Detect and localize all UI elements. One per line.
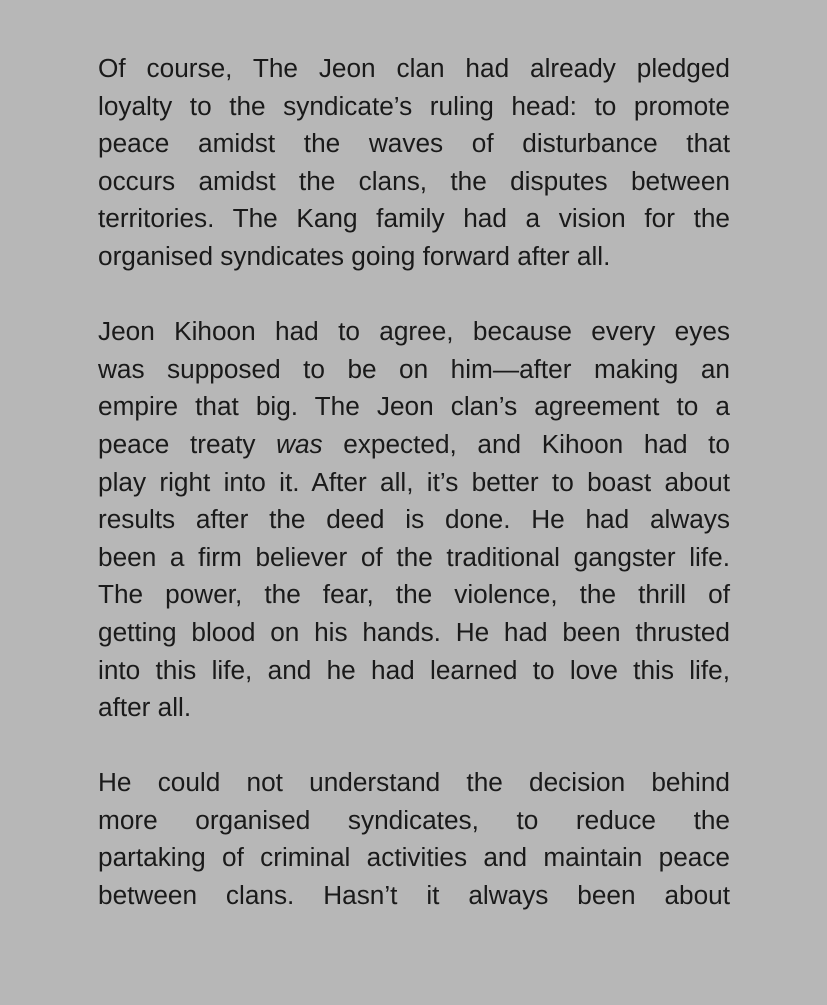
paragraph xyxy=(98,764,730,914)
text-line: He could not understand the decision behind xyxy=(98,767,730,798)
text-line: loyalty to the syndicate’s ruling head: to promote xyxy=(98,90,730,121)
text-line: Of course, The Jeon clan had already pledged xyxy=(98,53,730,83)
text-line: peace amidst the waves of disturbance that xyxy=(98,128,730,159)
text-line: was supposed to be on him—after making an xyxy=(98,353,730,384)
text-line: results after the deed is done. He had always xyxy=(98,504,730,535)
paragraph-gap xyxy=(98,276,730,314)
paragraph-gap xyxy=(98,727,730,765)
text-run: peace treaty xyxy=(98,428,277,459)
text-line: been a firm believer of the traditional gangster life. xyxy=(98,541,730,572)
text-line: organised syndicates going forward after all. xyxy=(98,240,611,271)
text-line: into this life, and he had learned to love this life, xyxy=(98,654,730,685)
text-line: after all. xyxy=(98,692,192,723)
text-line: The power, the fear, the violence, the thrill of xyxy=(98,579,730,610)
text-line: empire that big. The Jeon clan’s agreement to a xyxy=(98,391,730,422)
text-line: getting blood on his hands. He had been thrusted xyxy=(98,616,730,647)
text-line: more organised syndicates, to reduce the xyxy=(98,804,730,835)
document-body xyxy=(98,50,730,915)
text-line xyxy=(98,426,730,464)
paragraph xyxy=(98,50,730,276)
text-line: territories. The Kang family had a vision for the xyxy=(98,203,730,234)
text-line: play right into it. After all, it’s better to boast about xyxy=(98,466,730,497)
emphasized-word: was xyxy=(276,428,323,459)
text-line: occurs amidst the clans, the disputes between xyxy=(98,165,730,196)
paragraph xyxy=(98,313,730,727)
text-line: Jeon Kihoon had to agree, because every eyes xyxy=(98,316,730,347)
text-run: expected, and Kihoon had to xyxy=(322,428,730,459)
text-line: between clans. Hasn’t it always been about xyxy=(98,880,730,911)
text-line: partaking of criminal activities and maintain peace xyxy=(98,842,730,873)
